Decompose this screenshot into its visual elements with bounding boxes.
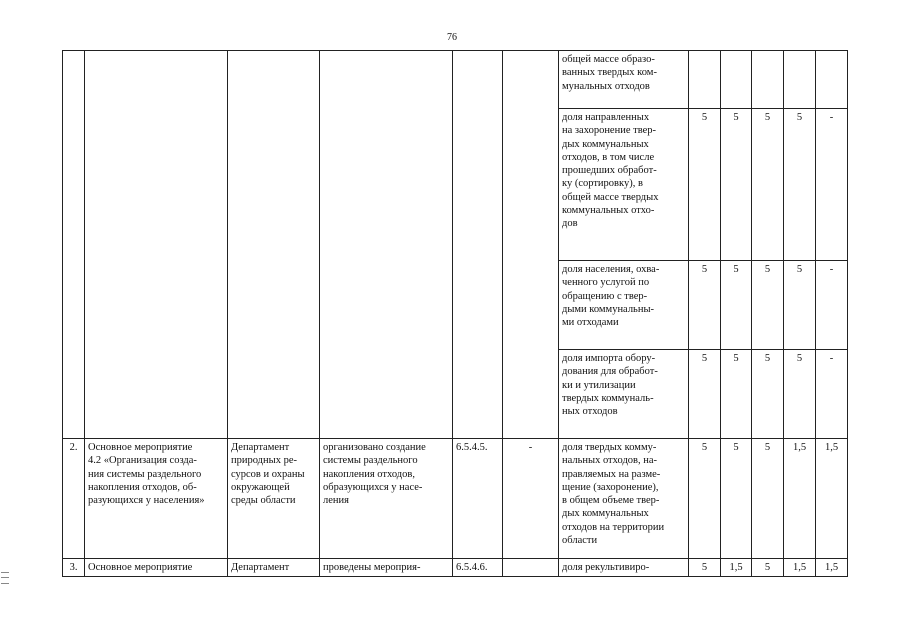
- table-row: [63, 51, 848, 109]
- value-cell: 1,5: [816, 559, 848, 577]
- dash-cell: [503, 559, 559, 577]
- indicator-cell: доля населения, охва- ченного услугой по обращению с твер- дыми коммунальны- ми отходами: [559, 261, 689, 350]
- value-cell: [816, 51, 848, 109]
- indicator-cell: доля импорта обору- дования для обработ- ки и утилизации твердых коммуналь- ных отходов: [559, 350, 689, 439]
- value-cell: [752, 51, 784, 109]
- table-row: [63, 439, 848, 559]
- value-cell: 5: [721, 439, 752, 559]
- scan-mark: [1, 572, 9, 584]
- value-cell: 5: [752, 439, 784, 559]
- value-cell: 5: [784, 350, 816, 439]
- result-cell: проведены мероприя-: [320, 559, 453, 577]
- table-row: [63, 559, 848, 577]
- value-cell: -: [816, 109, 848, 261]
- value-cell: 1,5: [784, 559, 816, 577]
- value-cell: 5: [752, 109, 784, 261]
- value-cell: 1,5: [816, 439, 848, 559]
- code-cell: [453, 51, 503, 439]
- value-cell: 5: [721, 350, 752, 439]
- result-cell: организовано создание системы раздельного накопления отходов, образующихся у насе- ления: [320, 439, 453, 559]
- indicator-cell: общей массе образо- ванных твердых ком- мунальных отходов: [559, 51, 689, 109]
- value-cell: 5: [784, 109, 816, 261]
- row-number: 2.: [63, 439, 85, 559]
- value-cell: -: [816, 261, 848, 350]
- value-cell: 5: [784, 261, 816, 350]
- value-cell: [784, 51, 816, 109]
- value-cell: 5: [689, 261, 721, 350]
- measures-table: [62, 50, 848, 577]
- executor-cell: [228, 51, 320, 439]
- dash-cell: [503, 51, 559, 439]
- code-cell: 6.5.4.5.: [453, 439, 503, 559]
- value-cell: 5: [721, 109, 752, 261]
- value-cell: 5: [752, 559, 784, 577]
- value-cell: 5: [721, 261, 752, 350]
- code-cell: 6.5.4.6.: [453, 559, 503, 577]
- indicator-cell: доля рекультивиро-: [559, 559, 689, 577]
- dash-cell: -: [503, 439, 559, 559]
- value-cell: 1,5: [721, 559, 752, 577]
- num-cell: [63, 51, 85, 439]
- executor-cell: Департамент природных ре- сурсов и охраны окружающей среды области: [228, 439, 320, 559]
- value-cell: 5: [689, 439, 721, 559]
- result-cell: [320, 51, 453, 439]
- value-cell: 5: [752, 261, 784, 350]
- value-cell: [689, 51, 721, 109]
- value-cell: 5: [689, 109, 721, 261]
- value-cell: 5: [689, 559, 721, 577]
- event-cell: [85, 51, 228, 439]
- page-number: 76: [447, 32, 457, 43]
- executor-cell: Департамент: [228, 559, 320, 577]
- row-number: 3.: [63, 559, 85, 577]
- indicator-cell: доля направленных на захоронение твер- дых коммунальных отходов, в том числе прошедших обработ- ку (сортировку), в общей массе твердых коммунальных отхо- дов: [559, 109, 689, 261]
- value-cell: -: [816, 350, 848, 439]
- indicator-cell: доля твердых комму- нальных отходов, на- правляемых на разме- щение (захоронение), в общем объеме твер- дых коммунальных отходов на территории области: [559, 439, 689, 559]
- value-cell: 5: [752, 350, 784, 439]
- value-cell: 5: [689, 350, 721, 439]
- event-cell: Основное мероприятие 4.2 «Организация созда- ния системы раздельного накопления отходов, об- разующихся у населения»: [85, 439, 228, 559]
- event-cell: Основное мероприятие: [85, 559, 228, 577]
- value-cell: 1,5: [784, 439, 816, 559]
- value-cell: [721, 51, 752, 109]
